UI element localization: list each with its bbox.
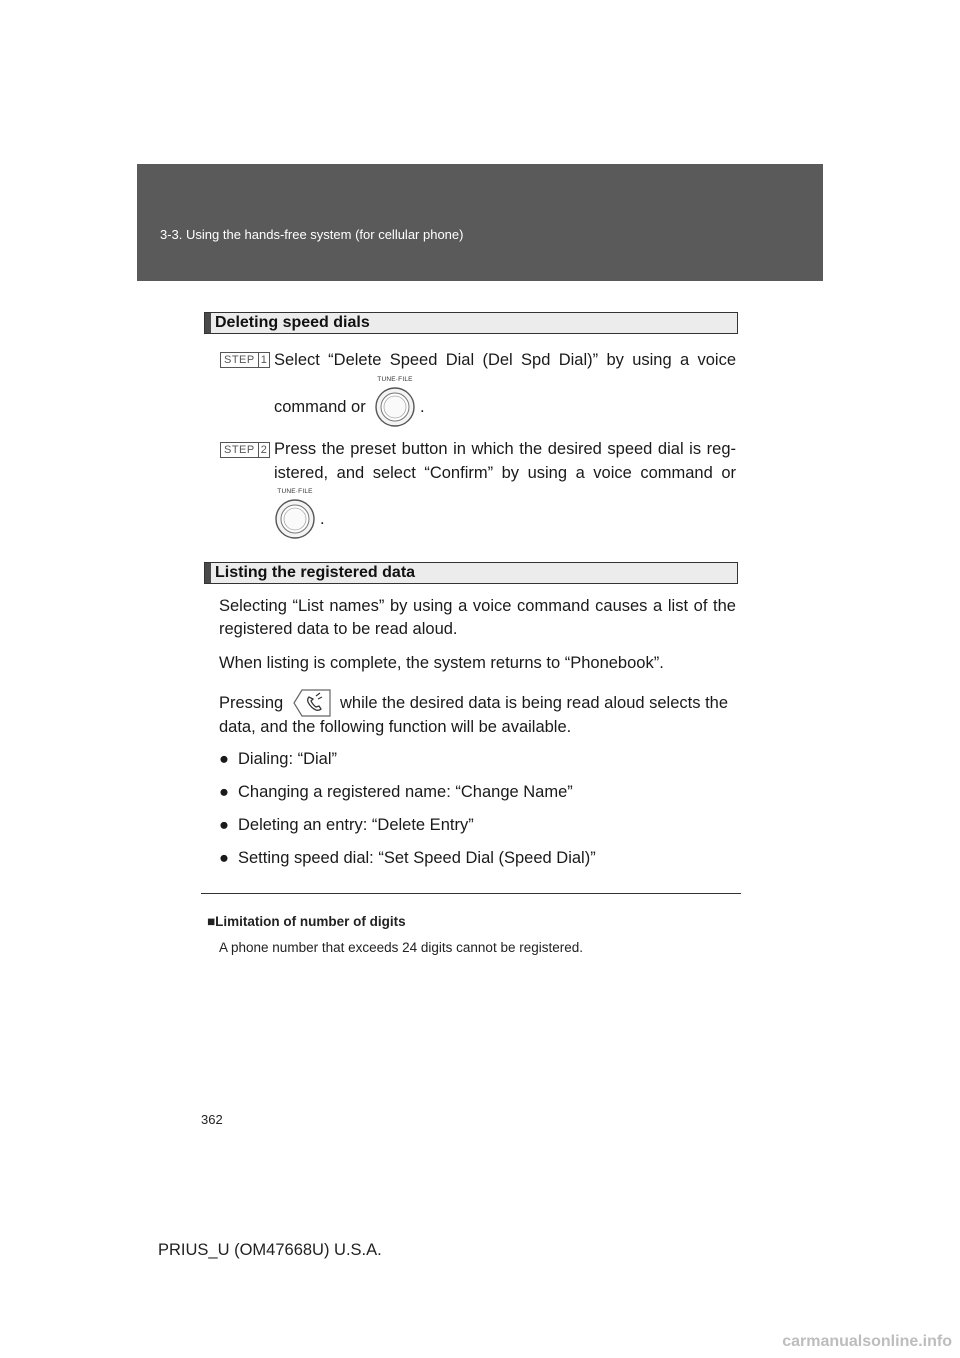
note-title: ■Limitation of number of digits: [207, 914, 406, 929]
list-item: ● Changing a registered name: “Change Name”: [219, 783, 573, 801]
step-1-tag: STEP 1: [220, 352, 270, 368]
list-item: ● Setting speed dial: “Set Speed Dial (Speed Dial)”: [219, 849, 596, 867]
listing-para-1-line-1: Selecting “List names” by using a voice command causes a list of the: [219, 597, 736, 615]
note-body: A phone number that exceeds 24 digits cannot be registered.: [219, 940, 583, 955]
step-2-line-1: Press the preset button in which the desired speed dial is reg-: [274, 440, 736, 458]
heading-deleting-speed-dials: [204, 312, 738, 334]
section-divider: [201, 893, 741, 894]
footer-model-code: PRIUS_U (OM47668U) U.S.A.: [158, 1241, 382, 1259]
heading-listing-registered-data: [204, 562, 738, 584]
step-2-tag: STEP 2: [220, 442, 270, 458]
step-1-line-2-pre: command or: [274, 398, 366, 416]
step-2-line-3-post: .: [320, 510, 325, 528]
step-1-line-2-post: .: [420, 398, 425, 416]
header-band: [137, 164, 823, 281]
heading-text: Listing the registered data: [215, 564, 416, 581]
watermark: carmanualsonline.info: [782, 1333, 952, 1350]
listing-para-2: When listing is complete, the system returns to “Phonebook”.: [219, 654, 664, 672]
tune-file-knob-icon: TUNE·FILE: [274, 488, 316, 542]
page-number: 362: [201, 1112, 223, 1127]
listing-para-3-post: while the desired data is being read aloud selects the: [340, 694, 728, 712]
list-item: ● Dialing: “Dial”: [219, 750, 338, 768]
tune-file-knob-icon: TUNE·FILE: [374, 376, 416, 430]
listing-para-3-pre: Pressing: [219, 694, 284, 712]
listing-para-1-line-2: registered data to be read aloud.: [219, 620, 458, 638]
step-2-line-2: istered, and select “Confirm” by using a voice command or: [274, 464, 736, 482]
heading-text: Deleting speed dials: [215, 314, 370, 331]
section-title: 3-3. Using the hands-free system (for cellular phone): [160, 227, 464, 242]
phone-off-hook-icon: [290, 688, 334, 718]
step-1-line-1: Select “Delete Speed Dial (Del Spd Dial)” by using a voice: [274, 351, 736, 369]
list-item: ● Deleting an entry: “Delete Entry”: [219, 816, 474, 834]
listing-para-3-line-2: data, and the following function will be available.: [219, 718, 572, 736]
